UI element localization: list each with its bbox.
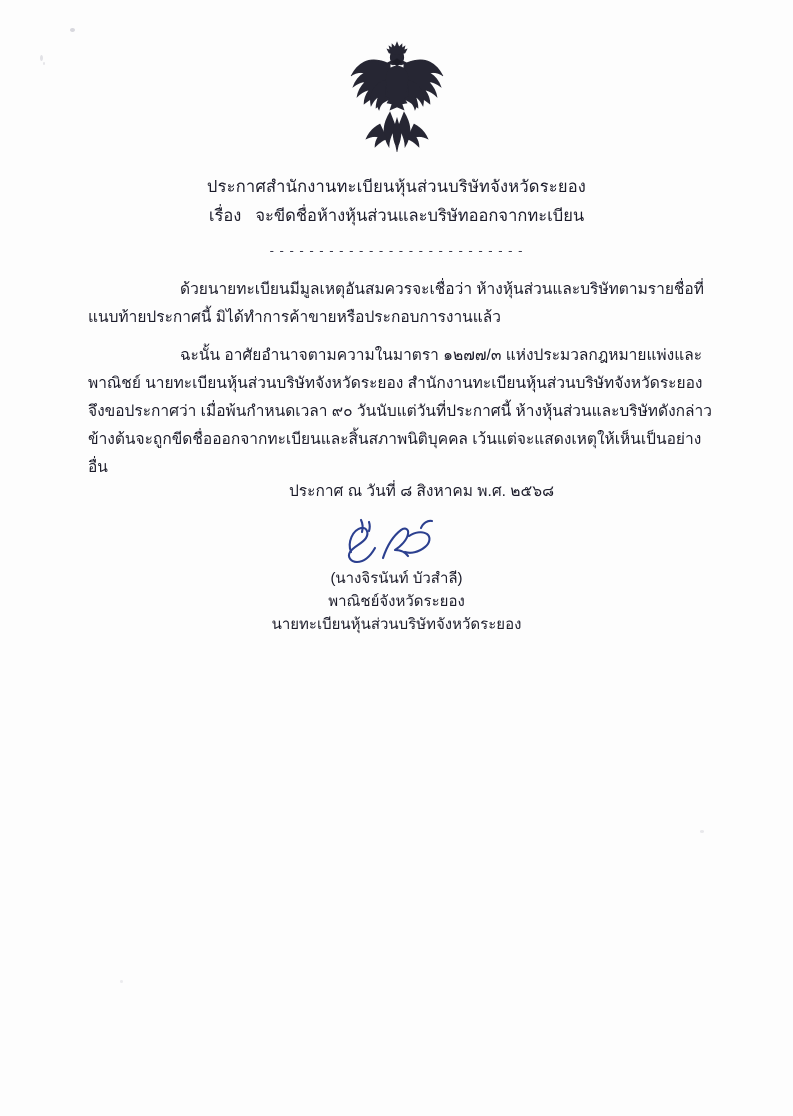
body-paragraph-2 <box>88 342 713 482</box>
signer-position-2: นายทะเบียนหุ้นส่วนบริษัทจังหวัดระยอง <box>271 616 522 633</box>
garuda-emblem <box>0 40 793 160</box>
signature-block <box>0 568 793 637</box>
scan-speck <box>700 830 704 833</box>
signer-name: (นางจิรนันท์ บัวสำลี) <box>330 570 463 587</box>
signer-position-1: พาณิชย์จังหวัดระยอง <box>328 593 465 610</box>
subject-label: เรื่อง <box>208 206 242 225</box>
body-paragraph-1 <box>88 276 713 332</box>
body-paragraph-2-text: ฉะนั้น อาศัยอำนาจตามความในมาตรา ๑๒๗๗/๓ แห่งประมวลกฎหมายแพ่งและพาณิชย์ นายทะเบียนหุ้นส่วนบริษัทจังหวัดระยอง สำนักงานทะเบียนหุ้นส่วนบริษัทจังหวัดระยอง จึงขอประกาศว่า เมื่อพ้นกำหนดเวลา ๙๐ วันนับแต่วันที่ประกาศนี้ ห้างหุ้นส่วนและบริษัทดังกล่าวข้างต้นจะถูกขีดชื่อออกจากทะเบียนและสิ้นสภาพนิติบุคคล เว้นแต่จะแสดงเหตุให้เห็นเป็นอย่างอื่น <box>88 347 712 476</box>
handwritten-signature <box>0 512 793 574</box>
document-header <box>0 175 793 229</box>
subject-text: จะขีดชื่อห้างหุ้นส่วนและบริษัทออกจากทะเบียน <box>255 206 585 225</box>
body-paragraph-1-text: ด้วยนายทะเบียนมีมูลเหตุอันสมควรจะเชื่อว่า ห้างหุ้นส่วนและบริษัทตามรายชื่อที่แนบท้ายประกาศนี้ มิได้ทำการค้าขายหรือประกอบการงานแล้ว <box>88 281 704 326</box>
scan-speck <box>120 980 123 983</box>
header-divider: - - - - - - - - - - - - - - - - - - - - - - - - - - <box>269 243 524 258</box>
announcement-office-title: ประกาศสำนักงานทะเบียนหุ้นส่วนบริษัทจังหวัดระยอง <box>206 178 587 196</box>
scan-speck <box>70 28 75 32</box>
document-body <box>88 276 713 484</box>
dateline: ประกาศ ณ วันที่ ๘ สิงหาคม พ.ศ. ๒๕๖๘ <box>288 483 555 500</box>
announcement-subject-line <box>0 204 793 229</box>
